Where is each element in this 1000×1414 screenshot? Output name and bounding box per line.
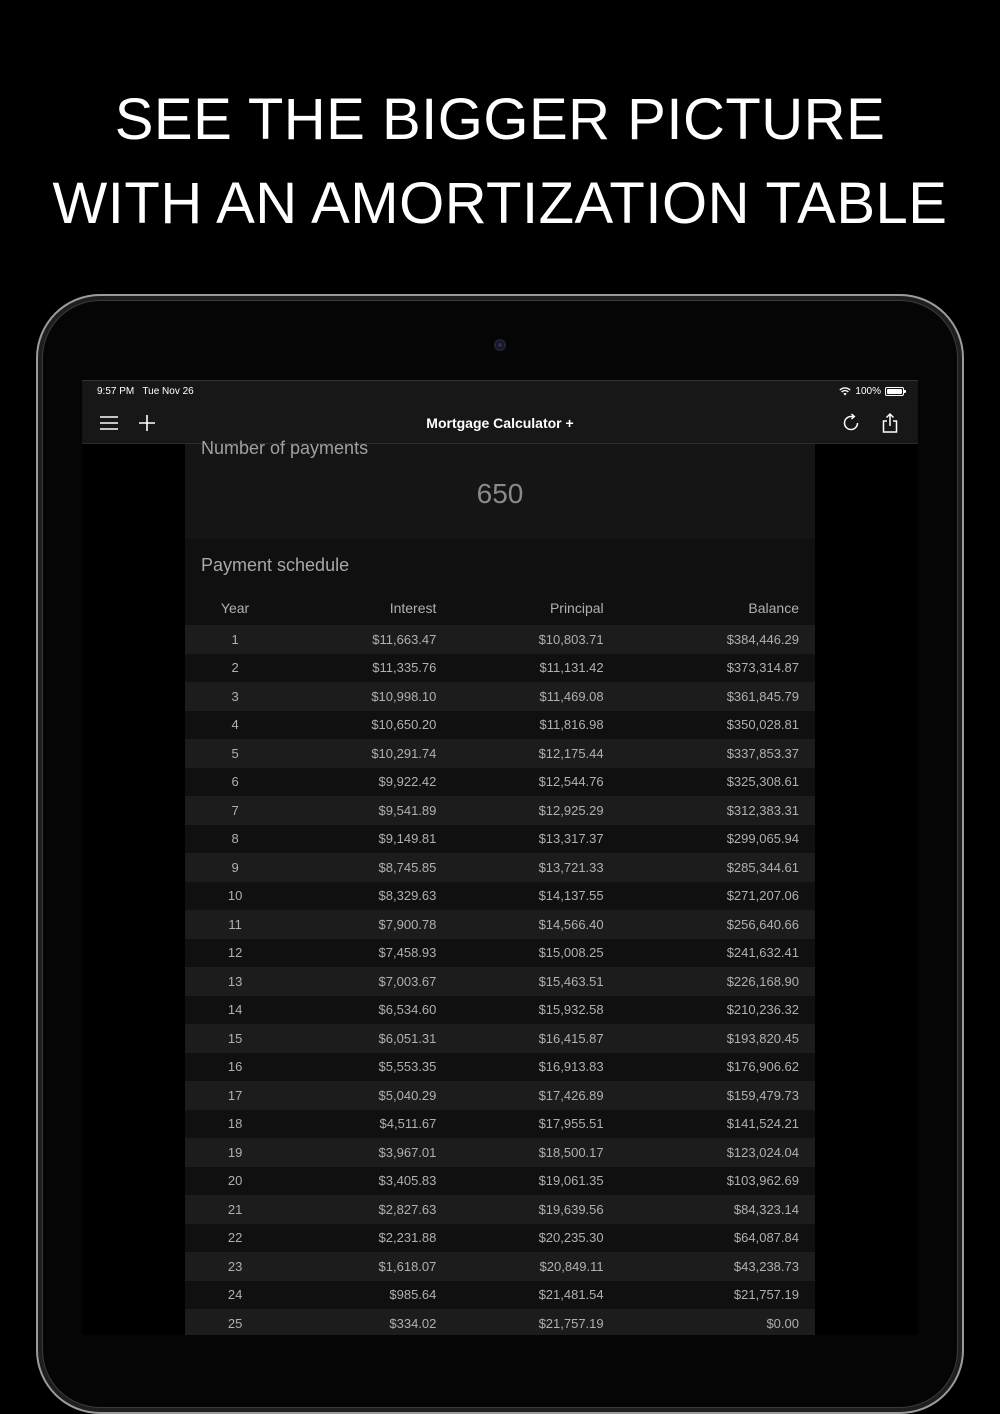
cell-principal: $19,061.35 — [436, 1167, 603, 1196]
cell-interest: $11,335.76 — [285, 654, 436, 683]
cell-year: 2 — [185, 654, 285, 683]
cell-balance: $337,853.37 — [604, 739, 815, 768]
cell-interest: $5,553.35 — [285, 1053, 436, 1082]
header-principal: Principal — [549, 600, 604, 616]
cell-year: 7 — [185, 796, 285, 825]
cell-balance: $64,087.84 — [604, 1224, 815, 1253]
cell-principal: $18,500.17 — [436, 1138, 603, 1167]
cell-year: 19 — [185, 1138, 285, 1167]
cell-year: 14 — [185, 996, 285, 1025]
headline-line-1: SEE THE BIGGER PICTURE — [114, 87, 886, 152]
table-row — [185, 1252, 815, 1281]
table-body — [185, 625, 815, 1335]
cell-balance: $241,632.41 — [604, 939, 815, 968]
battery-icon — [885, 387, 904, 396]
cell-balance: $43,238.73 — [604, 1252, 815, 1281]
table-row — [185, 1224, 815, 1253]
cell-year: 24 — [185, 1281, 285, 1310]
cell-interest: $2,231.88 — [285, 1224, 436, 1253]
cell-interest: $1,618.07 — [285, 1252, 436, 1281]
cell-principal: $16,913.83 — [436, 1053, 603, 1082]
cell-year: 6 — [185, 768, 285, 797]
cell-interest: $6,051.31 — [285, 1024, 436, 1053]
cell-principal: $12,925.29 — [436, 796, 603, 825]
cell-balance: $103,962.69 — [604, 1167, 815, 1196]
header-balance: Balance — [748, 600, 799, 616]
cell-principal: $21,481.54 — [436, 1281, 603, 1310]
table-row — [185, 625, 815, 654]
cell-interest: $11,663.47 — [285, 625, 436, 654]
cell-year: 11 — [185, 910, 285, 939]
cell-principal: $10,803.71 — [436, 625, 603, 654]
cell-principal: $11,131.42 — [436, 654, 603, 683]
cell-balance: $271,207.06 — [604, 882, 815, 911]
calculator-content — [185, 438, 815, 1335]
cell-interest: $10,650.20 — [285, 711, 436, 740]
cell-balance: $226,168.90 — [604, 967, 815, 996]
payments-card — [185, 438, 815, 539]
app-screen — [82, 380, 918, 1335]
cell-interest: $10,998.10 — [285, 682, 436, 711]
cell-year: 13 — [185, 967, 285, 996]
cell-balance: $312,383.31 — [604, 796, 815, 825]
table-row — [185, 739, 815, 768]
cell-principal: $15,932.58 — [436, 996, 603, 1025]
cell-balance: $256,640.66 — [604, 910, 815, 939]
cell-balance: $176,906.62 — [604, 1053, 815, 1082]
cell-principal: $15,463.51 — [436, 967, 603, 996]
cell-year: 18 — [185, 1110, 285, 1139]
table-row — [185, 1081, 815, 1110]
cell-principal: $17,955.51 — [436, 1110, 603, 1139]
table-row — [185, 1053, 815, 1082]
table-row — [185, 996, 815, 1025]
table-row — [185, 1167, 815, 1196]
cell-year: 8 — [185, 825, 285, 854]
cell-interest: $7,003.67 — [285, 967, 436, 996]
table-row — [185, 825, 815, 854]
header-year: Year — [220, 600, 250, 616]
cell-balance: $159,479.73 — [604, 1081, 815, 1110]
cell-interest: $10,291.74 — [285, 739, 436, 768]
wifi-icon — [839, 387, 851, 396]
status-bar — [82, 381, 918, 403]
cell-balance: $350,028.81 — [604, 711, 815, 740]
table-row — [185, 796, 815, 825]
table-row — [185, 1309, 815, 1335]
status-time: 9:57 PM — [97, 386, 135, 397]
cell-balance: $193,820.45 — [604, 1024, 815, 1053]
cell-year: 23 — [185, 1252, 285, 1281]
cell-interest: $985.64 — [285, 1281, 436, 1310]
front-camera — [494, 339, 506, 351]
cell-balance: $361,845.79 — [604, 682, 815, 711]
cell-principal: $12,175.44 — [436, 739, 603, 768]
cell-interest: $9,149.81 — [285, 825, 436, 854]
table-row — [185, 768, 815, 797]
table-row — [185, 711, 815, 740]
cell-balance: $0.00 — [604, 1309, 815, 1335]
cell-principal: $13,317.37 — [436, 825, 603, 854]
cell-principal: $14,137.55 — [436, 882, 603, 911]
payments-value: 650 — [476, 478, 524, 509]
cell-balance: $21,757.19 — [604, 1281, 815, 1310]
cell-year: 21 — [185, 1195, 285, 1224]
cell-year: 9 — [185, 853, 285, 882]
cell-balance: $123,024.04 — [604, 1138, 815, 1167]
cell-principal: $12,544.76 — [436, 768, 603, 797]
cell-interest: $3,405.83 — [285, 1167, 436, 1196]
cell-principal: $11,469.08 — [436, 682, 603, 711]
status-date: Tue Nov 26 — [142, 386, 194, 397]
cell-balance: $325,308.61 — [604, 768, 815, 797]
cell-year: 5 — [185, 739, 285, 768]
cell-principal: $15,008.25 — [436, 939, 603, 968]
table-row — [185, 1195, 815, 1224]
table-row — [185, 939, 815, 968]
table-row — [185, 1024, 815, 1053]
share-icon[interactable] — [878, 411, 902, 435]
cell-interest: $6,534.60 — [285, 996, 436, 1025]
cell-year: 22 — [185, 1224, 285, 1253]
cell-balance: $373,314.87 — [604, 654, 815, 683]
cell-balance: $384,446.29 — [604, 625, 815, 654]
table-row — [185, 654, 815, 683]
cell-interest: $7,458.93 — [285, 939, 436, 968]
cell-interest: $7,900.78 — [285, 910, 436, 939]
status-indicators — [839, 386, 904, 397]
cell-principal: $16,415.87 — [436, 1024, 603, 1053]
cell-interest: $3,967.01 — [285, 1138, 436, 1167]
cell-principal: $21,757.19 — [436, 1309, 603, 1335]
cell-principal: $11,816.98 — [436, 711, 603, 740]
cell-year: 1 — [185, 625, 285, 654]
table-row — [185, 1281, 815, 1310]
table-header-row — [185, 591, 815, 625]
cell-year: 16 — [185, 1053, 285, 1082]
cell-year: 12 — [185, 939, 285, 968]
table-row — [185, 1110, 815, 1139]
cell-year: 10 — [185, 882, 285, 911]
marketing-headline — [0, 78, 1000, 246]
payment-schedule — [185, 539, 815, 1335]
cell-interest: $8,745.85 — [285, 853, 436, 882]
table-row — [185, 967, 815, 996]
table-row — [185, 910, 815, 939]
table-row — [185, 682, 815, 711]
cell-interest: $9,922.42 — [285, 768, 436, 797]
cell-year: 20 — [185, 1167, 285, 1196]
battery-percent: 100% — [855, 386, 881, 397]
cell-interest: $334.02 — [285, 1309, 436, 1335]
payments-label: Number of payments — [201, 438, 369, 458]
cell-principal: $19,639.56 — [436, 1195, 603, 1224]
header-interest: Interest — [389, 600, 437, 616]
amortization-table — [185, 591, 815, 1335]
cell-principal: $13,721.33 — [436, 853, 603, 882]
cell-principal: $20,235.30 — [436, 1224, 603, 1253]
schedule-title: Payment schedule — [201, 555, 350, 575]
cell-year: 4 — [185, 711, 285, 740]
cell-balance: $210,236.32 — [604, 996, 815, 1025]
status-time-date — [97, 386, 194, 397]
cell-year: 3 — [185, 682, 285, 711]
cell-interest: $2,827.63 — [285, 1195, 436, 1224]
table-row — [185, 882, 815, 911]
cell-principal: $14,566.40 — [436, 910, 603, 939]
cell-interest: $5,040.29 — [285, 1081, 436, 1110]
headline-line-2: WITH AN AMORTIZATION TABLE — [52, 171, 948, 236]
table-row — [185, 853, 815, 882]
refresh-icon[interactable] — [839, 411, 863, 435]
cell-balance: $285,344.61 — [604, 853, 815, 882]
cell-interest: $9,541.89 — [285, 796, 436, 825]
cell-year: 15 — [185, 1024, 285, 1053]
cell-balance: $84,323.14 — [604, 1195, 815, 1224]
cell-year: 25 — [185, 1309, 285, 1335]
cell-interest: $8,329.63 — [285, 882, 436, 911]
cell-principal: $17,426.89 — [436, 1081, 603, 1110]
cell-year: 17 — [185, 1081, 285, 1110]
nav-title: Mortgage Calculator + — [426, 415, 574, 431]
cell-interest: $4,511.67 — [285, 1110, 436, 1139]
table-row — [185, 1138, 815, 1167]
cell-balance: $141,524.21 — [604, 1110, 815, 1139]
cell-principal: $20,849.11 — [436, 1252, 603, 1281]
cell-balance: $299,065.94 — [604, 825, 815, 854]
